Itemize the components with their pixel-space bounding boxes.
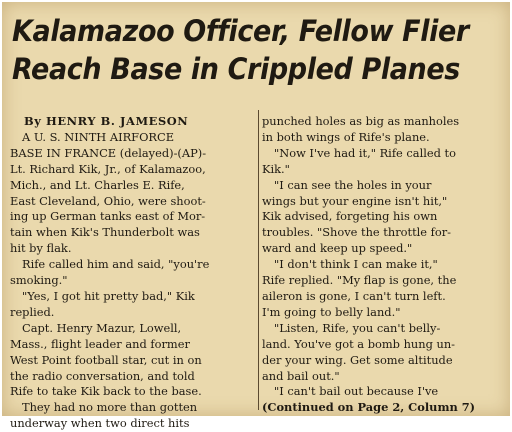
article-column-right — [262, 114, 502, 416]
article-line: BASE IN FRANCE (delayed)-(AP)- — [10, 145, 207, 160]
article-line: Kik advised, forgeting his own — [262, 209, 438, 224]
column-divider — [258, 110, 259, 410]
article-line: East Cleveland, Ohio, were shoot- — [10, 193, 206, 208]
article-line: hit by flak. — [10, 241, 72, 256]
article-line: Kik." — [262, 161, 290, 176]
article-line: West Point football star, cut in on — [10, 352, 202, 367]
article-line: I'm going to belly land." — [262, 304, 401, 319]
article-line: Rife called him and said, "you're — [22, 257, 210, 272]
article-line: Rife to take Kik back to the base. — [10, 384, 202, 399]
article-line: in both wings of Rife's plane. — [262, 129, 430, 144]
article-line: wings but your engine isn't hit," — [262, 193, 448, 208]
article-line: Mass., flight leader and former — [10, 336, 190, 351]
article-line: "I don't think I can make it," — [274, 257, 438, 272]
article-line: underway when two direct hits — [10, 416, 190, 431]
headline-line: Reach Base in Crippled Planes — [12, 52, 460, 86]
article-line: punched holes as big as manholes — [262, 114, 460, 128]
byline: By HENRY B. JAMESON — [24, 114, 189, 128]
article-line: Mich., and Lt. Charles E. Rife, — [10, 177, 185, 192]
newspaper-clipping — [2, 2, 510, 431]
article-line: ing up German tanks east of Mor- — [10, 209, 206, 224]
continuation-note: (Continued on Page 2, Column 7) — [262, 400, 476, 415]
article-column-left — [10, 114, 256, 432]
dateline: A U. S. NINTH AIRFORCE — [22, 129, 175, 144]
article-line: replied. — [10, 304, 55, 319]
article-line: ward and keep up speed." — [262, 241, 413, 256]
article-line: Capt. Henry Mazur, Lowell, — [22, 320, 182, 335]
article-line: "Yes, I got hit pretty bad," Kik — [22, 288, 195, 303]
article-line: aileron is gone, I can't turn left. — [262, 288, 446, 303]
headline — [12, 12, 470, 88]
headline-line: Kalamazoo Officer, Fellow Flier — [12, 14, 469, 48]
article-line: Rife replied. "My flap is gone, the — [262, 273, 457, 288]
article-line: land. You've got a bomb hung un- — [262, 336, 456, 351]
article-line: "Listen, Rife, you can't belly- — [274, 320, 441, 335]
article-line: smoking." — [10, 273, 68, 288]
article-line: the radio conversation, and told — [10, 368, 195, 383]
article-line: Lt. Richard Kik, Jr., of Kalamazoo, — [10, 161, 206, 176]
article-line: troubles. "Shove the throttle for- — [262, 225, 452, 240]
article-line: tain when Kik's Thunderbolt was — [10, 225, 200, 240]
article-line: "Now I've had it," Rife called to — [274, 145, 456, 160]
article-line: and bail out." — [262, 368, 340, 383]
article-line: der your wing. Get some altitude — [262, 352, 453, 367]
article-line: "I can't bail out because I've — [274, 384, 439, 399]
article-line: They had no more than gotten — [22, 400, 198, 415]
article-line: "I can see the holes in your — [274, 177, 432, 192]
